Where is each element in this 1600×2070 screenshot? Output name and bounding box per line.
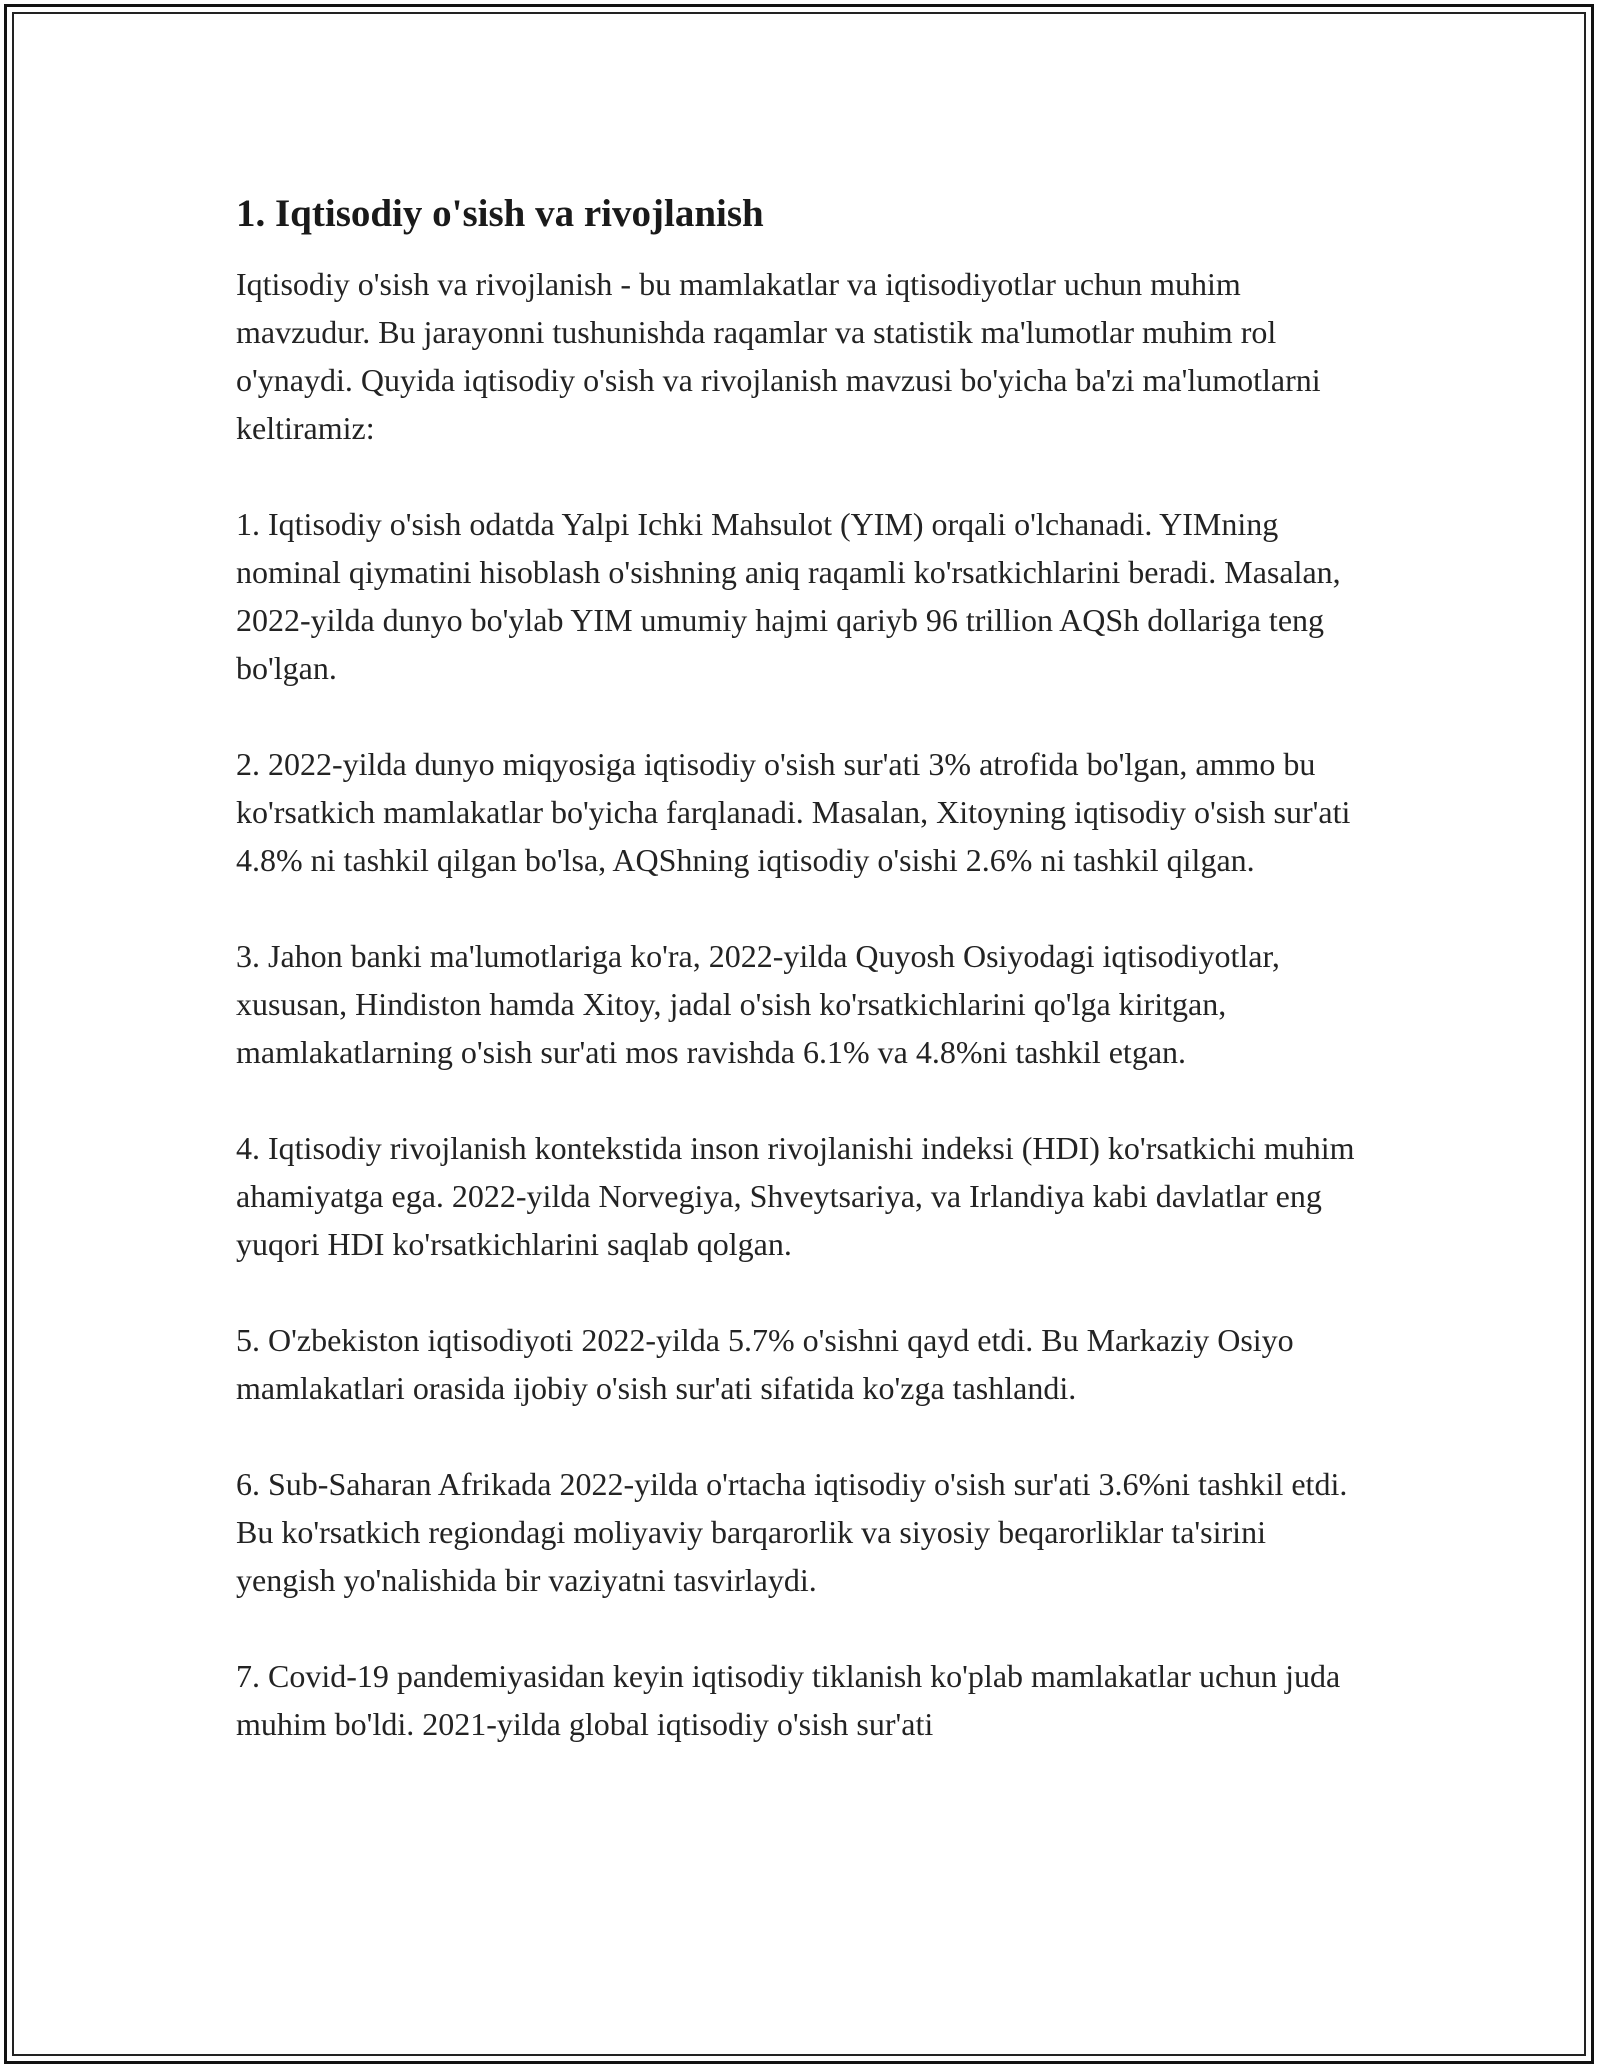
list-item-1: 1. Iqtisodiy o'sish odatda Yalpi Ichki Mahsulot (YIM) orqali o'lchanadi. YIMning nominal qiymatini hisoblash o'sishning aniq raqamli ko'rsatkichlarini beradi. Masalan, 2022-yilda dunyo bo'ylab YIM umumiy hajmi qariyb 96 trillion AQSh dollariga teng bo'lgan. xyxy=(236,506,1341,686)
section-heading: 1. Iqtisodiy o'sish va rivojlanish xyxy=(236,192,764,235)
document-page xyxy=(236,186,1366,1796)
list-item-6: 6. Sub-Saharan Afrikada 2022-yilda o'rtacha iqtisodiy o'sish sur'ati 3.6%ni tashkil etdi. Bu ko'rsatkich regiondagi moliyaviy barqarorlik va siyosiy beqarorliklar ta'sirini yengish yo'nalishida bir vaziyatni tasvirlaydi. xyxy=(236,1466,1348,1598)
list-item-5: 5. O'zbekiston iqtisodiyoti 2022-yilda 5.7% o'sishni qayd etdi. Bu Markaziy Osiyo mamlakatlari orasida ijobiy o'sish sur'ati sifatida ko'zga tashlandi. xyxy=(236,1322,1294,1406)
list-item-4: 4. Iqtisodiy rivojlanish kontekstida inson rivojlanishi indeksi (HDI) ko'rsatkichi muhim ahamiyatga ega. 2022-yilda Norvegiya, Shveytsariya, va Irlandiya kabi davlatlar eng yuqori HDI ko'rsatkichlarini saqlab qolgan. xyxy=(236,1130,1355,1262)
list-item-3: 3. Jahon banki ma'lumotlariga ko'ra, 2022-yilda Quyosh Osiyodagi iqtisodiyotlar, xususan, Hindiston hamda Xitoy, jadal o'sish ko'rsatkichlarini qo'lga kiritgan, mamlakatlarning o'sish sur'ati mos ravishda 6.1% va 4.8%ni tashkil etgan. xyxy=(236,938,1280,1070)
list-item-2: 2. 2022-yilda dunyo miqyosiga iqtisodiy o'sish sur'ati 3% atrofida bo'lgan, ammo bu ko'rsatkich mamlakatlar bo'yicha farqlanadi. Masalan, Xitoyning iqtisodiy o'sish sur'ati 4.8% ni tashkil qilgan bo'lsa, AQShning iqtisodiy o'sishi 2.6% ni tashkil qilgan. xyxy=(236,746,1351,878)
intro-paragraph: Iqtisodiy o'sish va rivojlanish - bu mamlakatlar va iqtisodiyotlar uchun muhim mavzudur. Bu jarayonni tushunishda raqamlar va statistik ma'lumotlar muhim rol o'ynaydi. Quyida iqtisodiy o'sish va rivojlanish mavzusi bo'yicha ba'zi ma'lumotlarni keltiramiz: xyxy=(236,266,1321,446)
list-item-7: 7. Covid-19 pandemiyasidan keyin iqtisodiy tiklanish ko'plab mamlakatlar uchun juda muhim bo'ldi. 2021-yilda global iqtisodiy o'sish sur'ati xyxy=(236,1658,1341,1742)
